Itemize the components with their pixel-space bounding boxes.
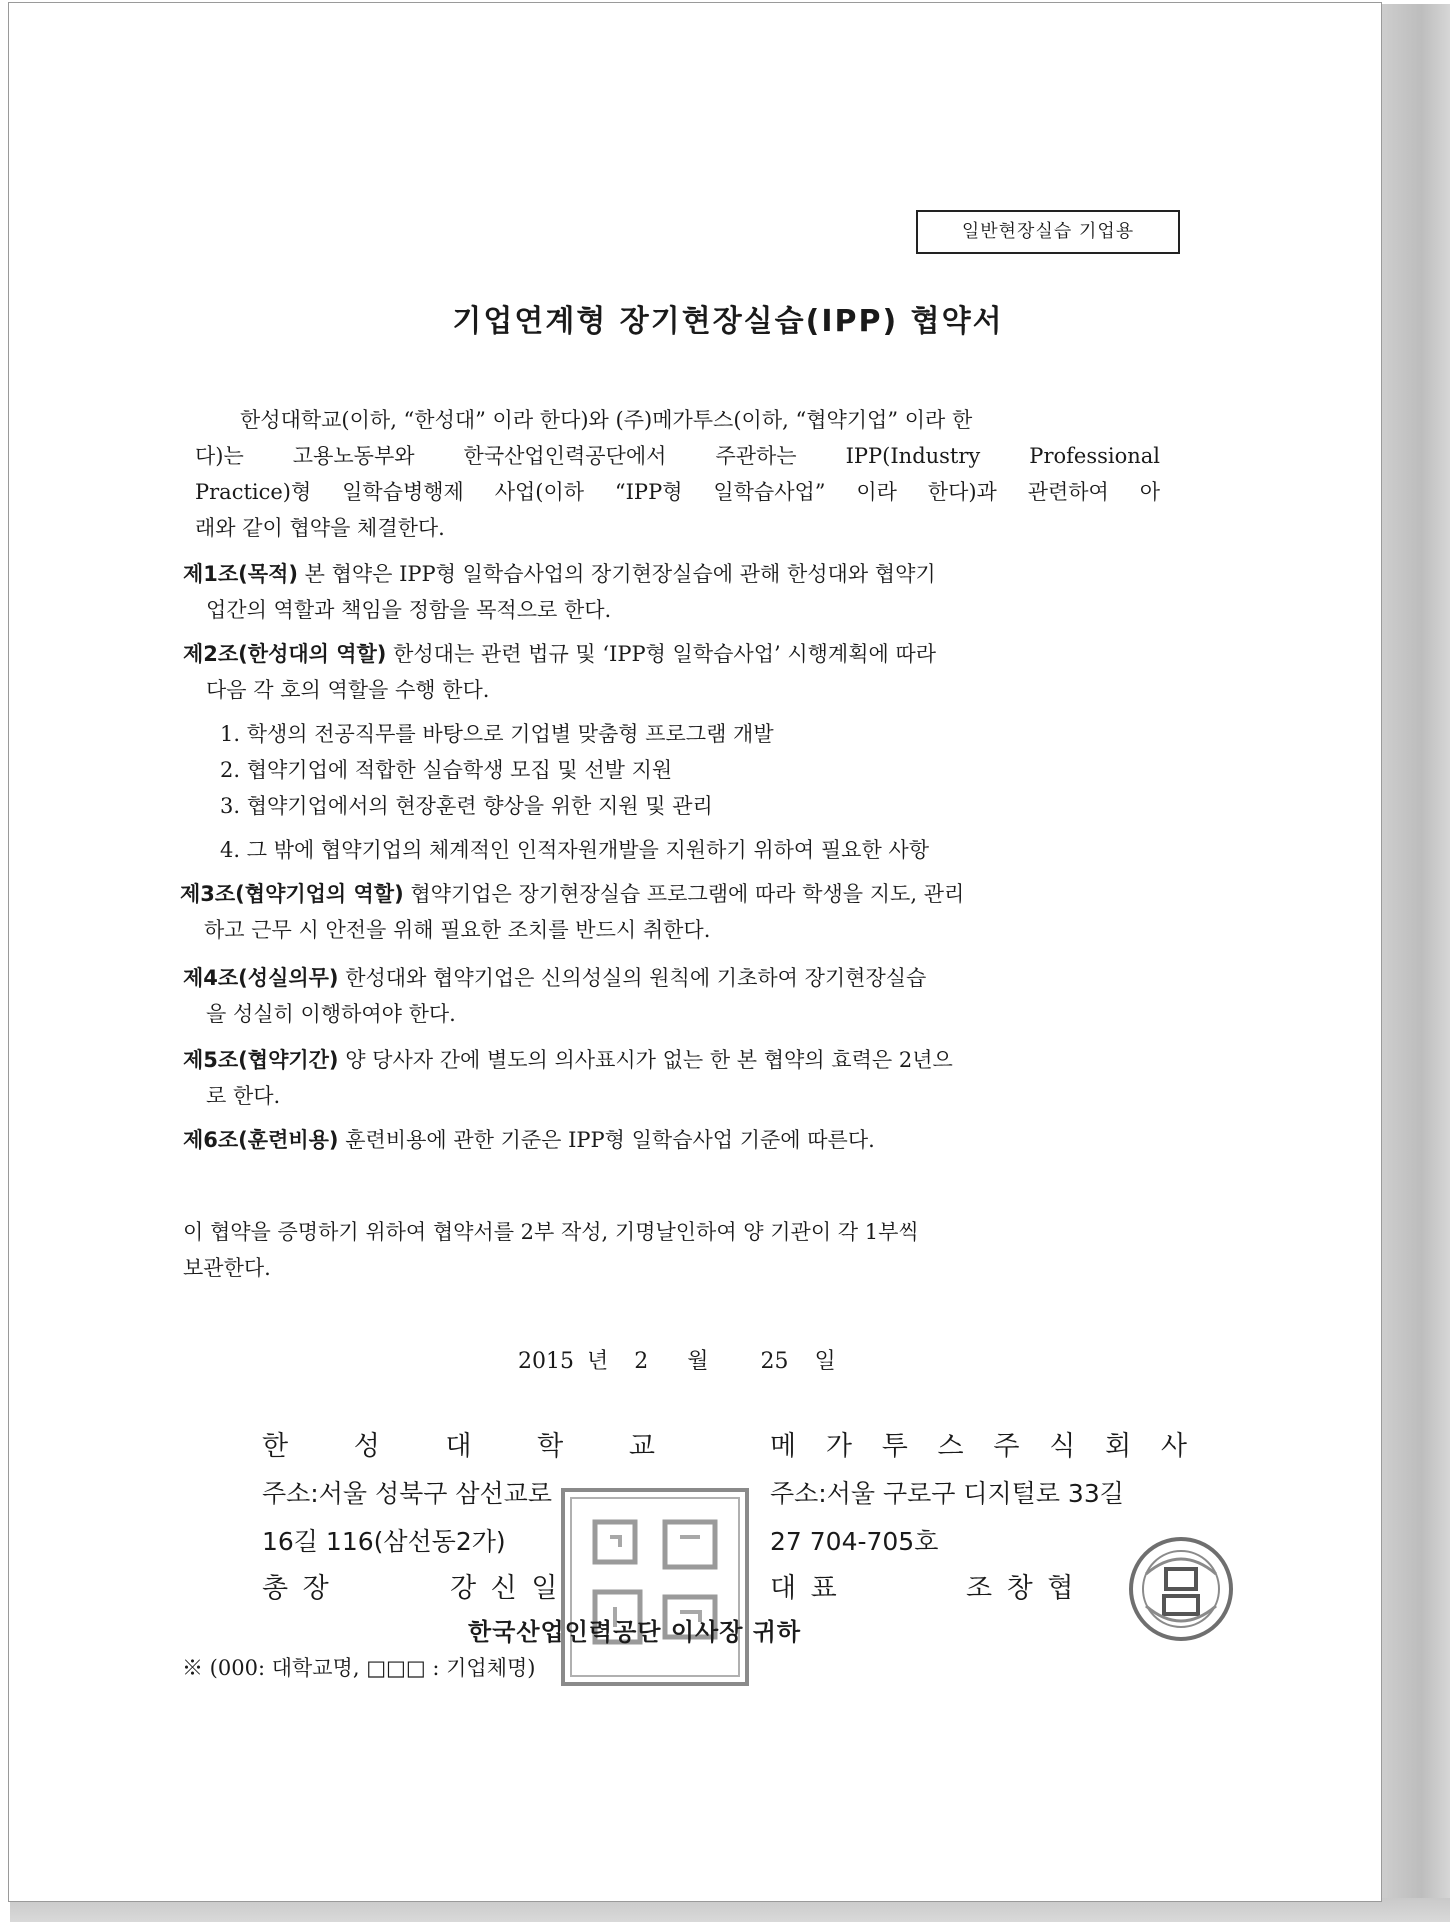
article-text: 한성대는 관련 법규 및 ‘IPP형 일학습사업’ 시행계획에 따라: [393, 642, 937, 666]
closing-line: 이 협약을 증명하기 위하여 협약서를 2부 작성, 기명날인하여 양 기관이 각 1부씩: [183, 1220, 919, 1244]
article-text: 협약기업은 장기현장실습 프로그램에 따라 학생을 지도, 관리: [410, 882, 965, 906]
article-heading: 제3조(협약기업의 역할): [180, 882, 404, 906]
company-rep-title: 대 표: [770, 1573, 840, 1604]
contract-date: 2015 년 2 월 25 일: [518, 1349, 836, 1374]
university-address-1: 주소:서울 성북구 삼선교로: [262, 1479, 552, 1508]
preamble-line: 한성대학교(이하, “한성대” 이라 한다)와 (주)메가투스(이하, “협약기업” 이라 한: [240, 408, 973, 432]
list-item: 1. 학생의 전공직무를 바탕으로 기업별 맞춤형 프로그램 개발: [220, 722, 774, 746]
footnote: ※ (000: 대학교명, □□□ : 기업체명): [182, 1656, 536, 1680]
article-text: 한성대와 협약기업은 신의성실의 원칙에 기초하여 장기현장실습: [345, 966, 927, 990]
article-text: 을 성실히 이행하여야 한다.: [206, 1002, 456, 1026]
article-heading: 제2조(한성대의 역할): [183, 642, 387, 666]
article-heading: 제1조(목적): [183, 562, 298, 586]
closing-line: 보관한다.: [183, 1256, 271, 1280]
addressee: 한국산업인력공단 이사장 귀하: [468, 1618, 802, 1646]
article-heading: 제4조(성실의무): [183, 966, 339, 990]
page-edge-shadow: [1378, 4, 1450, 1918]
article-text: 업간의 역할과 책임을 정함을 목적으로 한다.: [206, 598, 612, 622]
list-item: 3. 협약기업에서의 현장훈련 향상을 위한 지원 및 관리: [220, 794, 713, 818]
article-heading: 제5조(협약기간): [183, 1048, 339, 1072]
university-seal: [555, 1482, 755, 1692]
date-day: 25: [760, 1349, 789, 1374]
document-type-tag: 일반현장실습 기업용: [916, 210, 1180, 254]
date-year: 2015: [518, 1349, 574, 1374]
university-rep-title: 총 장: [262, 1573, 332, 1604]
company-name: 메 가 투 스 주 식 회 사: [770, 1431, 1190, 1462]
list-item: 4. 그 밖에 협약기업의 체계적인 인적자원개발을 지원하기 위하여 필요한 사항: [220, 838, 929, 862]
article-heading: 제6조(훈련비용): [183, 1128, 339, 1152]
preamble-line: Practice)형 일학습병행제 사업(이하 “IPP형 일학습사업” 이라 한다)과 관련하여 아: [195, 480, 1160, 504]
company-address-2: 27 704-705호: [770, 1527, 939, 1556]
document-title: 기업연계형 장기현장실습(IPP) 협약서: [452, 304, 1004, 339]
date-month: 2: [634, 1349, 649, 1374]
article-text: 양 당사자 간에 별도의 의사표시가 없는 한 본 협약의 효력은 2년으: [345, 1048, 953, 1072]
article-text: 로 한다.: [206, 1084, 281, 1108]
company-rep-name: 조 창 협: [966, 1573, 1077, 1604]
article-text: 훈련비용에 관한 기준은 IPP형 일학습사업 기준에 따른다.: [345, 1128, 875, 1152]
list-item: 2. 협약기업에 적합한 실습학생 모집 및 선발 지원: [220, 758, 673, 782]
preamble-line: 래와 같이 협약을 체결한다.: [195, 516, 445, 540]
preamble-line: 다)는 고용노동부와 한국산업인력공단에서 주관하는 IPP(Industry Professional: [195, 444, 1160, 468]
company-seal: [1126, 1534, 1236, 1644]
company-address-1: 주소:서울 구로구 디지털로 33길: [770, 1479, 1124, 1508]
article-text: 하고 근무 시 안전을 위해 필요한 조치를 반드시 취한다.: [204, 918, 711, 942]
university-rep-name: 강 신 일: [450, 1573, 561, 1604]
university-name: 한 성 대 학 교: [262, 1431, 658, 1462]
article-text: 본 협약은 IPP형 일학습사업의 장기현장실습에 관해 한성대와 협약기: [304, 562, 936, 586]
university-address-2: 16길 116(삼선동2가): [262, 1527, 506, 1556]
article-text: 다음 각 호의 역할을 수행 한다.: [206, 678, 490, 702]
